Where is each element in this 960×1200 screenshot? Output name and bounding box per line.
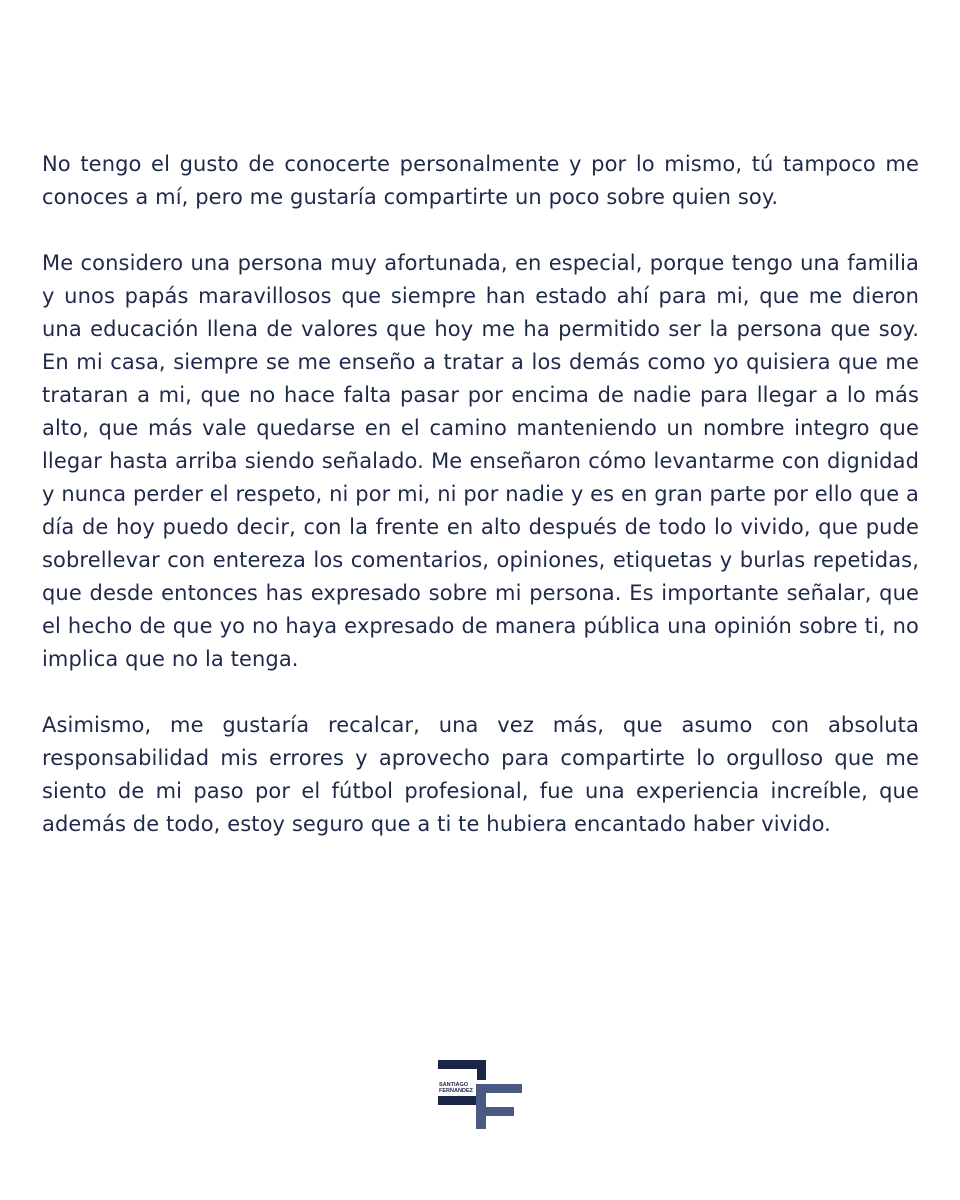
letter-body [42,148,919,874]
paragraph-football: Asimismo, me gustaría recalcar, una vez más, que asumo con absoluta responsabilidad mis errores y aprovecho para compartirte lo orgulloso que me siento de mi paso por el fútbol profesional, fue una experiencia increíble, que además de todo, estoy seguro que a ti te hubiera encantado haber vivido. [42,713,919,836]
logo-text-line2: FERNANDEZ [439,1088,473,1094]
paragraph-intro: No tengo el gusto de conocerte personalmente y por lo mismo, tú tampoco me conoces a mí, pero me gustaría compartirte un poco sobre quien soy. [42,152,919,209]
santiago-fernandez-logo [436,1060,524,1130]
logo-light-stem [476,1084,486,1129]
logo-mark-icon [436,1060,524,1130]
logo-dark-right-bar [477,1060,486,1080]
logo-light-middle-bar [476,1107,514,1116]
logo-text-line1: SANTIAGO [439,1082,469,1088]
paragraph-values: Me considero una persona muy afortunada, en especial, porque tengo una familia y unos papás maravillosos que siempre han estado ahí para mi, que me dieron una educación llena de valores que hoy me ha permitido ser la persona que soy. En mi casa, siempre se me enseño a tratar a los demás como yo quisiera que me trataran a mi, que no hace falta pasar por encima de nadie para llegar a lo más alto, que más vale quedarse en el camino manteniendo un nombre integro que llegar hasta arriba siendo señalado. Me enseñaron cómo levantarme con dignidad y nunca perder el respeto, ni por mi, ni por nadie y es en gran parte por ello que a día de hoy puedo decir, con la frente en alto después de todo lo vivido, que pude sobrellevar con entereza los comentarios, opiniones, etiquetas y burlas repetidas, que desde entonces has expresado sobre mi persona. Es importante señalar, que el hecho de que yo no haya expresado de manera pública una opinión sobre ti, no implica que no la tenga. [42,251,919,671]
